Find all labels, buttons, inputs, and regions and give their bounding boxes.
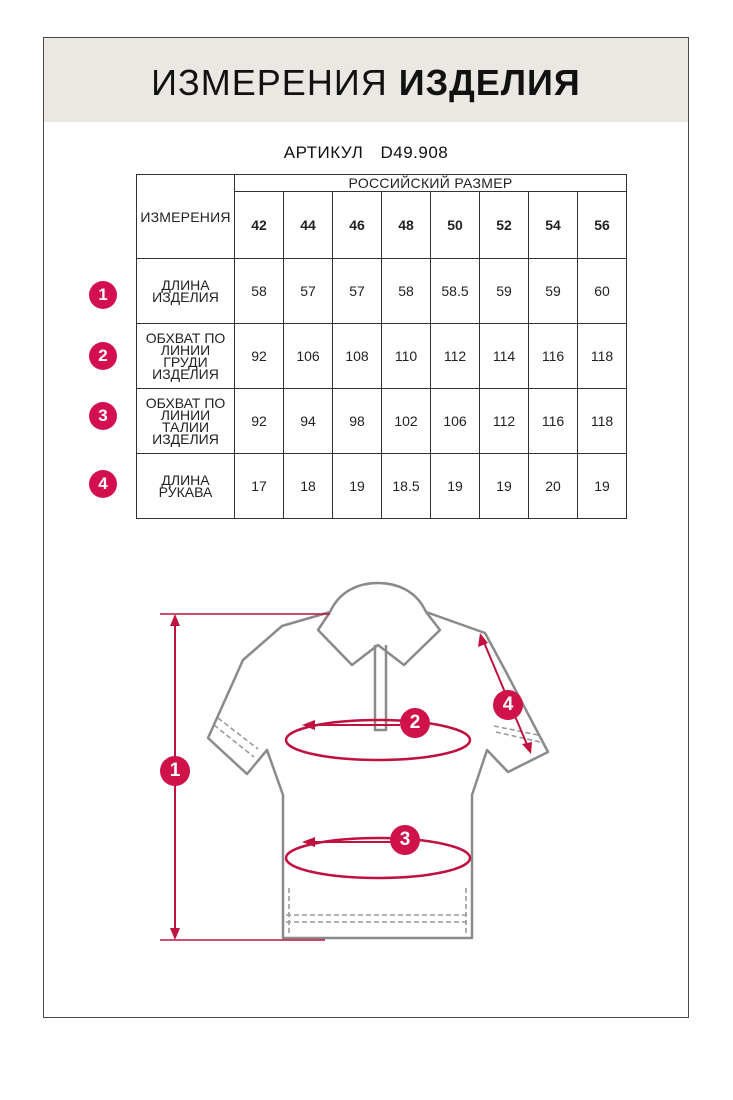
table-cell: 59 bbox=[480, 259, 529, 324]
table-cell: 57 bbox=[333, 259, 382, 324]
row-label: ОБХВАТ ПО ЛИНИИ ТАЛИИ ИЗДЕЛИЯ bbox=[137, 389, 235, 454]
size-header: 54 bbox=[529, 192, 578, 259]
row-number-badge: 1 bbox=[89, 281, 117, 309]
size-header: 50 bbox=[431, 192, 480, 259]
table-cell: 19 bbox=[578, 454, 627, 519]
table-cell: 58 bbox=[382, 259, 431, 324]
size-header: 56 bbox=[578, 192, 627, 259]
table-cell: 106 bbox=[431, 389, 480, 454]
diagram-marker-badge: 3 bbox=[390, 825, 420, 855]
title-thin: ИЗМЕРЕНИЯ bbox=[151, 62, 388, 103]
row-number-badge: 4 bbox=[89, 470, 117, 498]
table-cell: 92 bbox=[235, 324, 284, 389]
table-cell: 102 bbox=[382, 389, 431, 454]
table-cell: 19 bbox=[431, 454, 480, 519]
table-cell: 116 bbox=[529, 389, 578, 454]
table-cell: 20 bbox=[529, 454, 578, 519]
diagram-marker-badge: 4 bbox=[493, 690, 523, 720]
table-cell: 19 bbox=[333, 454, 382, 519]
size-header: 44 bbox=[284, 192, 333, 259]
table-cell: 98 bbox=[333, 389, 382, 454]
chest-marker bbox=[286, 720, 470, 760]
table-cell: 60 bbox=[578, 259, 627, 324]
size-group-header: РОССИЙСКИЙ РАЗМЕР bbox=[235, 175, 627, 192]
row-label: ДЛИНА ИЗДЕЛИЯ bbox=[137, 259, 235, 324]
row-label: ОБХВАТ ПО ЛИНИИ ГРУДИ ИЗДЕЛИЯ bbox=[137, 324, 235, 389]
row-number-badge: 3 bbox=[89, 402, 117, 430]
table-cell: 110 bbox=[382, 324, 431, 389]
size-header: 46 bbox=[333, 192, 382, 259]
table-cell: 116 bbox=[529, 324, 578, 389]
table-cell: 112 bbox=[480, 389, 529, 454]
table-cell: 114 bbox=[480, 324, 529, 389]
table-cell: 18 bbox=[284, 454, 333, 519]
title-bold: ИЗДЕЛИЯ bbox=[398, 62, 581, 103]
table-cell: 108 bbox=[333, 324, 382, 389]
table-cell: 57 bbox=[284, 259, 333, 324]
table-cell: 92 bbox=[235, 389, 284, 454]
row-label: ДЛИНА РУКАВА bbox=[137, 454, 235, 519]
size-header: 48 bbox=[382, 192, 431, 259]
size-header: 52 bbox=[480, 192, 529, 259]
table-cell: 19 bbox=[480, 454, 529, 519]
table-cell: 112 bbox=[431, 324, 480, 389]
article-label: АРТИКУЛ bbox=[283, 143, 364, 162]
corner-label: ИЗМЕРЕНИЯ bbox=[137, 175, 235, 259]
table-cell: 58.5 bbox=[431, 259, 480, 324]
article-code: D49.908 bbox=[380, 143, 449, 162]
waist-marker bbox=[286, 837, 470, 878]
table-cell: 59 bbox=[529, 259, 578, 324]
table-cell: 17 bbox=[235, 454, 284, 519]
table-cell: 106 bbox=[284, 324, 333, 389]
stitching-lines bbox=[214, 718, 540, 934]
table-cell: 118 bbox=[578, 389, 627, 454]
diagram-marker-badge: 1 bbox=[160, 756, 190, 786]
table-cell: 94 bbox=[284, 389, 333, 454]
diagram-marker-badge: 2 bbox=[400, 708, 430, 738]
table-cell: 18.5 bbox=[382, 454, 431, 519]
size-header: 42 bbox=[235, 192, 284, 259]
table-cell: 118 bbox=[578, 324, 627, 389]
table-cell: 58 bbox=[235, 259, 284, 324]
row-number-badge: 2 bbox=[89, 342, 117, 370]
